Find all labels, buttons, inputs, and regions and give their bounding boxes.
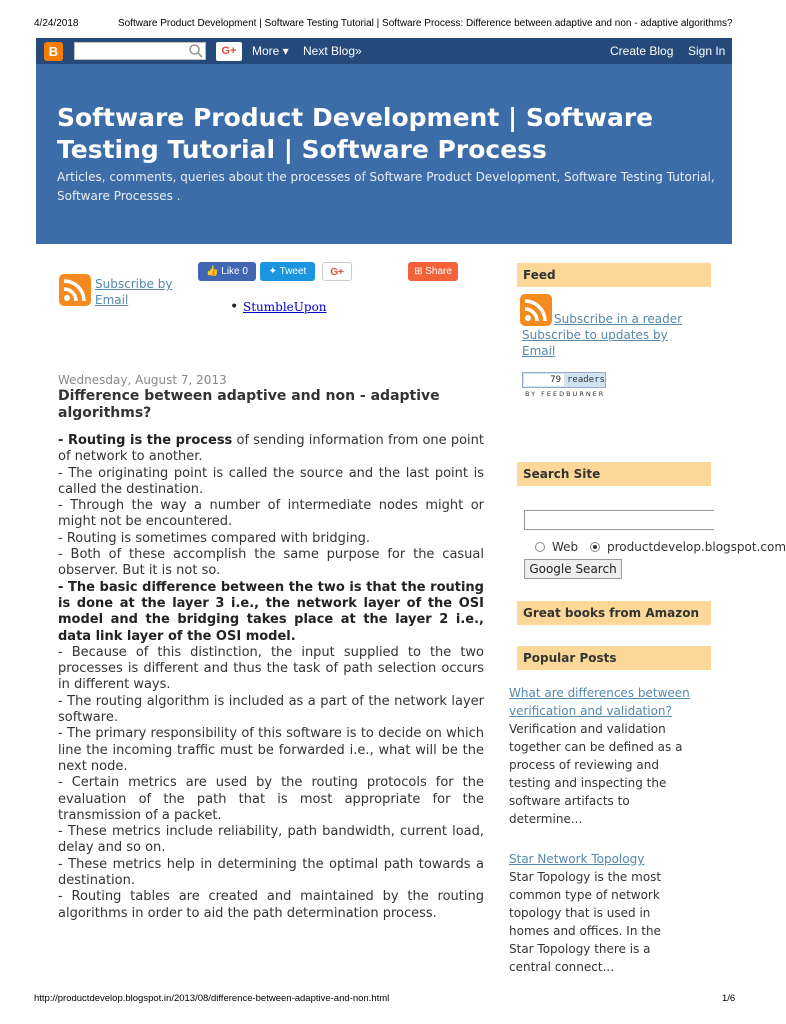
search-icon[interactable] xyxy=(188,43,204,59)
subscribe-reader-link[interactable]: Subscribe in a reader xyxy=(554,312,683,326)
popular-posts-list xyxy=(509,684,717,984)
post-paragraph: - Routing is the process of sending information from one point of network to another. xyxy=(58,433,484,465)
subscribe-email-link[interactable]: Subscribe to updates by Email xyxy=(522,328,668,358)
post-title[interactable]: Difference between adaptive and non - adaptive algorithms? xyxy=(58,388,440,421)
share-button[interactable] xyxy=(408,262,458,281)
popular-post-title[interactable]: What are differences between verification and validation? xyxy=(509,686,690,718)
post-paragraph: - The basic difference between the two is that the routing is done at the layer 3 i.e., the network layer of the OSI model and the bridging takes place at the layer 2 i.e., data link layer of the OSI model. xyxy=(58,579,484,644)
post-paragraph: - The routing algorithm is included as a part of the network layer software. xyxy=(58,693,484,726)
post-paragraph: - Through the way a number of intermediate nodes might or might not be encountered. xyxy=(58,498,484,530)
readers-badge[interactable] xyxy=(522,372,606,388)
popular-post-snippet: Star Topology is the most common type of network topology that is used in homes and offices. In the Star Topology there is a central connect... xyxy=(509,870,662,974)
like-label: Like 0 xyxy=(221,266,248,277)
list-bullet: • xyxy=(230,299,239,315)
subscribe-by-email-link[interactable]: Subscribe by Email xyxy=(95,277,173,307)
feed-heading: Feed xyxy=(517,263,711,287)
radio-web[interactable] xyxy=(535,542,545,552)
readers-count: 79 xyxy=(524,374,564,386)
post-paragraph: - The primary responsibility of this software is to decide on which line the incoming traffic must be forwarded i.e., what will be the next node. xyxy=(58,726,484,774)
popular-post-item xyxy=(509,684,717,828)
navbar-create-blog[interactable]: Create Blog xyxy=(610,44,674,58)
navbar-more-menu[interactable]: More ▾ xyxy=(252,44,289,58)
post-paragraph: - Routing tables are created and maintained by the routing algorithms in order to aid the path determination process. xyxy=(58,889,484,921)
blog-description: Articles, comments, queries about the processes of Software Product Development, Software Testing Tutorial, Software Processes . xyxy=(57,170,715,203)
feedburner-label: BY FEEDBURNER xyxy=(525,390,606,398)
tweet-label: Tweet xyxy=(279,266,307,277)
post-paragraph: - Routing is sometimes compared with bridging. xyxy=(58,530,371,546)
twitter-bird-icon: ✦ xyxy=(268,266,278,277)
post-paragraph: - Both of these accomplish the same purpose for the casual observer. But it is not so. xyxy=(58,547,484,579)
rss-icon[interactable] xyxy=(59,274,91,306)
popular-post-title[interactable]: Star Network Topology xyxy=(509,852,645,866)
popular-posts-heading: Popular Posts xyxy=(517,646,711,670)
radio-site[interactable] xyxy=(590,542,600,552)
amazon-heading: Great books from Amazon xyxy=(517,601,711,625)
post-paragraph: - These metrics help in determining the optimal path towards a destination. xyxy=(58,856,484,889)
navbar-next-blog[interactable]: Next Blog» xyxy=(303,44,362,58)
navbar-sign-in[interactable]: Sign In xyxy=(688,44,726,58)
share-label: Share xyxy=(425,266,452,277)
stumbleupon-link[interactable]: StumbleUpon xyxy=(243,300,327,314)
google-search-button[interactable]: Google Search xyxy=(524,559,622,579)
plus-icon: ⊞ xyxy=(414,266,423,277)
facebook-like-button[interactable] xyxy=(198,262,256,281)
popular-post-item xyxy=(509,850,717,976)
search-site-heading: Search Site xyxy=(517,462,711,486)
radio-site-label: productdevelop.blogspot.com xyxy=(607,540,786,554)
post-date: Wednesday, August 7, 2013 xyxy=(58,373,227,387)
print-url: http://productdevelop.blogspot.in/2013/08/difference-between-adaptive-and-non.html xyxy=(34,993,390,1004)
thumbs-up-icon: 👍 xyxy=(206,266,219,277)
print-page-number: 1/6 xyxy=(722,993,736,1004)
readers-label: readers xyxy=(567,375,605,385)
post-paragraph: - These metrics include reliability, path bandwidth, current load, delay and so on. xyxy=(58,824,484,856)
navbar-gplus-button[interactable]: G+ xyxy=(216,42,242,61)
print-title: Software Product Development | Software Testing Tutorial | Software Process: Difference between adaptive and non - adaptive algorithms? xyxy=(118,18,733,29)
blog-title[interactable]: Software Product Development | Software Testing Tutorial | Software Process xyxy=(57,103,654,164)
post-body xyxy=(58,433,484,922)
rss-icon[interactable] xyxy=(520,294,552,326)
gplus-share-button[interactable]: G+ xyxy=(322,262,352,281)
radio-web-label: Web xyxy=(552,540,579,554)
blogger-logo-icon[interactable]: B xyxy=(44,42,63,61)
navbar-search-input[interactable] xyxy=(74,42,206,60)
post-paragraph: - The originating point is called the source and the last point is called the destination. xyxy=(58,465,484,497)
print-date: 4/24/2018 xyxy=(34,18,79,29)
post-paragraph: - Because of this distinction, the input supplied to the two processes is different and thus the task of path selection occurs in different ways. xyxy=(58,644,484,693)
popular-post-snippet: Verification and validation together can be defined as a process of reviewing and testing and inspecting the software artifacts to determine... xyxy=(509,722,683,826)
tweet-button[interactable] xyxy=(260,262,315,281)
site-search-input[interactable] xyxy=(524,510,714,530)
post-paragraph: - Certain metrics are used by the routing protocols for the evaluation of the path that is most appropriate for the transmission of a packet. xyxy=(58,775,484,823)
